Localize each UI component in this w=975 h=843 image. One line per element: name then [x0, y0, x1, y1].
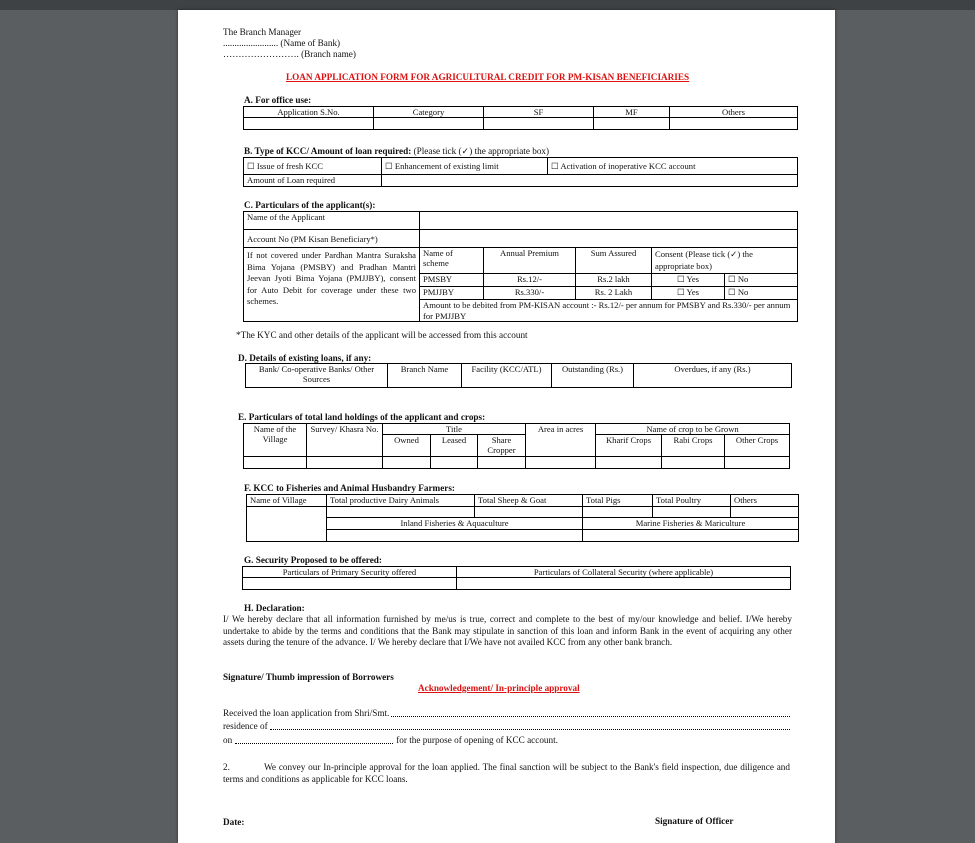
section-c-heading: C. Particulars of the applicant(s): — [244, 200, 376, 210]
applicant-name-label: Name of the Applicant — [244, 212, 420, 230]
officer-signature-label: Signature of Officer — [655, 816, 734, 826]
scheme-pmsby: PMSBY — [420, 274, 484, 287]
col-others: Others — [670, 107, 798, 118]
option-fresh-kcc[interactable]: ☐ Issue of fresh KCC — [244, 158, 382, 175]
col-dairy: Total productive Dairy Animals — [327, 495, 475, 507]
purpose-label: for the purpose of opening of KCC account. — [396, 735, 558, 745]
section-e-heading: E. Particulars of total land holdings of the applicant and crops: — [238, 412, 486, 422]
col-mf: MF — [594, 107, 670, 118]
date-on-label: on — [223, 735, 233, 745]
village-field[interactable] — [247, 507, 327, 542]
col-category: Category — [374, 107, 484, 118]
cell[interactable] — [327, 507, 475, 518]
col-annual-premium: Annual Premium — [484, 248, 576, 274]
consent-yes-pmsby[interactable]: ☐ Yes — [652, 274, 725, 287]
cell[interactable] — [594, 118, 670, 130]
col-kharif: Kharif Crops — [596, 435, 662, 457]
received-from-label: Received the loan application from Shri/Smt. — [223, 708, 390, 718]
cell[interactable] — [583, 507, 653, 518]
col-collateral-security: Particulars of Collateral Security (where applicable) — [457, 567, 791, 578]
kcc-type-table — [243, 157, 798, 187]
cell[interactable] — [526, 457, 596, 469]
cell[interactable] — [725, 457, 790, 469]
section-b-note: (Please tick (✓) the appropriate box) — [411, 146, 550, 156]
security-table — [242, 566, 791, 590]
cell[interactable] — [670, 118, 798, 130]
col-sum-assured: Sum Assured — [576, 248, 652, 274]
cell[interactable] — [431, 457, 478, 469]
collateral-security-field[interactable] — [457, 578, 791, 590]
cell[interactable] — [484, 118, 594, 130]
premium-pmjjby: Rs.330/- — [484, 287, 576, 300]
approval-text: We convey our In-principle approval for the loan applied. The final sanction will be subject to the Bank's field inspection, due diligence and terms and conditions as applicable for KCC loans. — [223, 762, 790, 784]
section-d-heading: D. Details of existing loans, if any: — [238, 353, 372, 363]
col-name-of-village: Name of Village — [247, 495, 327, 507]
section-f-heading: F. KCC to Fisheries and Animal Husbandry Farmers: — [244, 483, 455, 493]
purpose-line — [223, 735, 623, 746]
col-scheme-name: Name of scheme — [420, 248, 484, 274]
option-activation[interactable]: ☐ Activation of inoperative KCC account — [548, 158, 798, 175]
col-inland-fisheries: Inland Fisheries & Aquaculture — [327, 518, 583, 530]
cell[interactable] — [662, 457, 725, 469]
section-g-heading: G. Security Proposed to be offered: — [244, 555, 382, 565]
col-rabi: Rabi Crops — [662, 435, 725, 457]
col-application-sno: Application S.No. — [244, 107, 374, 118]
residence-line — [223, 721, 790, 732]
sum-pmjjby: Rs. 2 Lakh — [576, 287, 652, 300]
col-branch-name: Branch Name — [388, 364, 462, 388]
applicant-name-field[interactable] — [420, 212, 798, 230]
scheme-pmjjby: PMJJBY — [420, 287, 484, 300]
cell[interactable] — [475, 507, 583, 518]
col-bank: Bank/ Co-operative Banks/ Other Sources — [246, 364, 388, 388]
insurance-consent-text: If not covered under Pardhan Mantra Suraksha Bima Yojana (PMSBY) and Pradhan Mantri Jeevan Jyoti Bima Yojana (PMJJBY), consent for Auto Debit for coverage under these two schemes. — [244, 248, 420, 322]
col-area: Area in acres — [526, 424, 596, 457]
col-owned: Owned — [383, 435, 431, 457]
residence-field[interactable] — [270, 721, 790, 730]
bank-name-line: ........................ (Name of Bank) — [223, 38, 341, 48]
section-h-heading: H. Declaration: — [244, 603, 305, 613]
col-f-others: Others — [731, 495, 799, 507]
consent-yes-pmjjby[interactable]: ☐ Yes — [652, 287, 725, 300]
cell[interactable] — [244, 118, 374, 130]
cell[interactable] — [374, 118, 484, 130]
col-outstanding: Outstanding (Rs.) — [552, 364, 634, 388]
office-use-table — [243, 106, 798, 130]
account-no-label: Account No (PM Kisan Beneficiary*) — [244, 230, 420, 248]
col-title: Title — [383, 424, 526, 435]
cell[interactable] — [731, 507, 799, 518]
primary-security-field[interactable] — [243, 578, 457, 590]
cell[interactable] — [478, 457, 526, 469]
section-b-heading: B. Type of KCC/ Amount of loan required: — [244, 146, 412, 156]
col-other-crops: Other Crops — [725, 435, 790, 457]
cell[interactable] — [244, 457, 307, 469]
col-sheep-goat: Total Sheep & Goat — [475, 495, 583, 507]
section-a-heading: A. For office use: — [244, 95, 312, 105]
premium-pmsby: Rs.12/- — [484, 274, 576, 287]
section-b-heading-line — [244, 146, 549, 157]
amount-label: Amount of Loan required — [244, 175, 382, 187]
form-title: LOAN APPLICATION FORM FOR AGRICULTURAL CREDIT FOR PM-KISAN BENEFICIARIES — [286, 72, 690, 82]
fisheries-table — [246, 494, 799, 542]
col-marine-fisheries: Marine Fisheries & Mariculture — [583, 518, 799, 530]
cell[interactable] — [307, 457, 383, 469]
date-on-field[interactable] — [235, 735, 393, 744]
col-village: Name of the Village — [244, 424, 307, 457]
cell[interactable] — [383, 457, 431, 469]
date-label: Date: — [223, 817, 245, 827]
inland-field[interactable] — [327, 530, 583, 542]
acknowledgement-title: Acknowledgement/ In-principle approval — [418, 683, 580, 693]
item-number: 2. — [223, 762, 230, 772]
col-survey: Survey/ Khasra No. — [307, 424, 383, 457]
sum-pmsby: Rs.2 lakh — [576, 274, 652, 287]
col-sf: SF — [484, 107, 594, 118]
col-consent: Consent (Please tick (✓) the appropriate box) — [652, 248, 798, 274]
marine-field[interactable] — [583, 530, 799, 542]
applicant-table — [243, 211, 798, 322]
received-from-field[interactable] — [391, 708, 790, 717]
col-leased: Leased — [431, 435, 478, 457]
viewer-top-bar — [0, 0, 975, 10]
branch-name-line: ……………………. (Branch name) — [223, 49, 356, 59]
residence-label: residence of — [223, 721, 268, 731]
amount-field[interactable] — [382, 175, 798, 187]
kyc-note: *The KYC and other details of the applicant will be accessed from this account — [236, 330, 528, 340]
debit-note: Amount to be debited from PM-KISAN account :- Rs.12/- per annum for PMSBY and Rs.330/- per annum for PMJJBY — [420, 300, 798, 322]
col-pigs: Total Pigs — [583, 495, 653, 507]
document-page — [178, 10, 835, 843]
declaration-text: I/ We hereby declare that all information furnished by me/us is true, correct and complete to the best of my/our knowledge and belief. I/We hereby undertake to abide by the terms and conditions that the Bank may stipulate in sanction of this loan and inform Bank in the event of acquiring any other assets during the tenure of the advance. I/ We hereby declare that I/We have not availed KCC from any other bank branch. — [223, 614, 792, 647]
land-holdings-table — [243, 423, 790, 469]
col-crop: Name of crop to be Grown — [596, 424, 790, 435]
col-overdues: Overdues, if any (Rs.) — [634, 364, 792, 388]
col-share-cropper: Share Cropper — [478, 435, 526, 457]
consent-no-pmsby[interactable]: ☐ No — [725, 274, 798, 287]
consent-no-pmjjby[interactable]: ☐ No — [725, 287, 798, 300]
signature-label: Signature/ Thumb impression of Borrowers — [223, 672, 394, 682]
existing-loans-table — [245, 363, 792, 388]
col-facility: Facility (KCC/ATL) — [462, 364, 552, 388]
col-poultry: Total Poultry — [653, 495, 731, 507]
col-primary-security: Particulars of Primary Security offered — [243, 567, 457, 578]
received-from-line — [223, 708, 790, 719]
cell[interactable] — [596, 457, 662, 469]
cell[interactable] — [653, 507, 731, 518]
option-enhancement[interactable]: ☐ Enhancement of existing limit — [382, 158, 548, 175]
addressee: The Branch Manager — [223, 27, 302, 37]
account-no-field[interactable] — [420, 230, 798, 248]
